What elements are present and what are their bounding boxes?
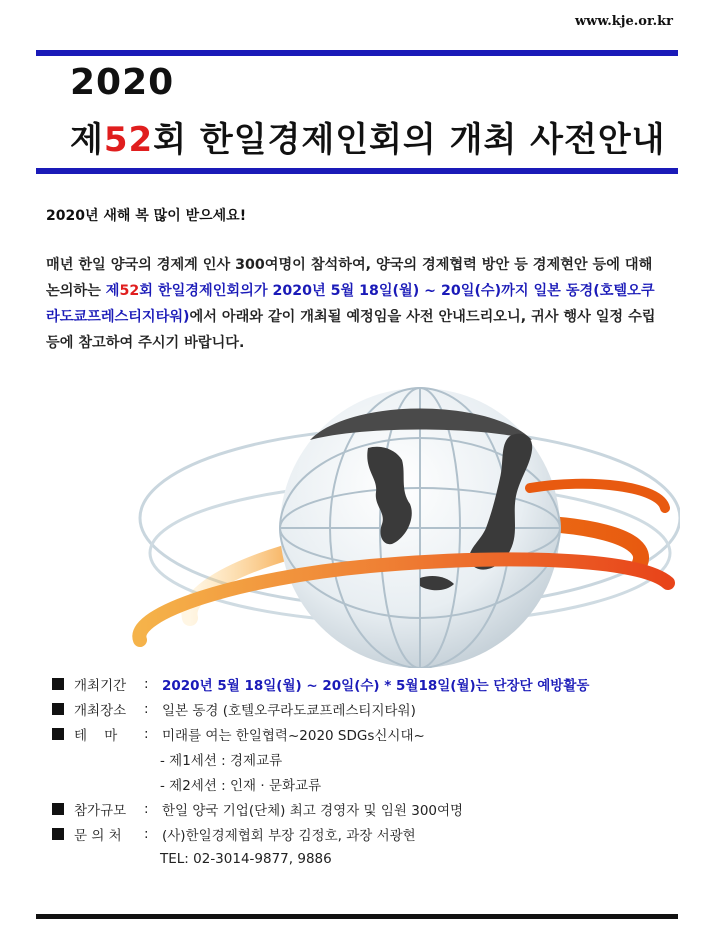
intro-highlight-number: 52 <box>119 283 140 299</box>
detail-colon: : <box>144 726 149 742</box>
intro-part2: 에서 아래와 같이 개최될 예정임을 사전 안내드리오니, 귀사 행사 일정 수립 등에 참고하여 주시기 바랍니다. <box>46 309 656 351</box>
bullet-square-icon <box>52 828 64 840</box>
bullet-square-icon <box>52 703 64 715</box>
title-number: 52 <box>103 120 154 160</box>
detail-label: 참가규모 <box>74 803 127 819</box>
detail-colon: : <box>144 701 149 717</box>
detail-label: 테 마 <box>74 728 118 744</box>
detail-colon: : <box>144 676 149 692</box>
bullet-square-icon <box>52 728 64 740</box>
detail-contact <box>52 822 416 846</box>
bullet-square-icon <box>52 803 64 815</box>
detail-tel <box>52 847 332 871</box>
bullet-square-icon <box>52 678 64 690</box>
detail-label: 개최장소 <box>74 703 127 719</box>
detail-value: 미래를 여는 한일협력~2020 SDGs신시대~ <box>162 728 425 744</box>
detail-value: 일본 동경 (호텔오쿠라도쿄프레스티지타워) <box>162 703 416 719</box>
detail-session2 <box>52 772 321 796</box>
title-divider <box>36 168 678 174</box>
intro-paragraph <box>46 252 666 356</box>
session-text: - 제1세션 : 경제교류 <box>160 753 283 769</box>
intro-highlight-prefix: 제 <box>105 283 120 299</box>
detail-period <box>52 672 589 696</box>
detail-value: 2020년 5월 18일(월) ~ 20일(수) * 5월18일(월)는 단장단 예방활동 <box>162 678 590 694</box>
session-text: - 제2세션 : 인재 · 문화교류 <box>160 778 322 794</box>
tel-text: TEL: 02-3014-9877, 9886 <box>160 851 332 867</box>
detail-scale <box>52 797 463 821</box>
intro-part1: 매년 한일 양국의 경제계 인사 300여명이 참석하여, 양국의 경제협력 방안 등 경제현안 등에 대해 논의하는 <box>46 257 653 299</box>
detail-theme <box>52 722 425 746</box>
top-divider <box>36 50 678 56</box>
globe-icon <box>120 378 680 668</box>
detail-colon: : <box>144 826 149 842</box>
title-year: 2020 <box>70 62 175 103</box>
detail-value: (사)한일경제협회 부장 김정호, 과장 서광현 <box>162 828 416 844</box>
greeting: 2020년 새해 복 많이 받으세요! <box>46 208 247 224</box>
intro-highlight-rest: 회 한일경제인회의가 2020년 5월 18일(월) ~ 20일(수)까지 일본 동경(호텔오쿠라도쿄프레스티지타워) <box>46 283 655 325</box>
title-suffix: 회 한일경제인회의 개최 사전안내 <box>153 120 666 160</box>
title-prefix: 제 <box>70 120 104 160</box>
detail-value: 한일 양국 기업(단체) 최고 경영자 및 임원 300여명 <box>162 803 464 819</box>
bottom-divider <box>36 914 678 919</box>
detail-label: 개최기간 <box>74 678 127 694</box>
detail-label: 문 의 처 <box>74 828 122 844</box>
globe-illustration <box>120 378 680 668</box>
detail-venue <box>52 697 416 721</box>
page-title <box>70 112 666 161</box>
detail-colon: : <box>144 801 149 817</box>
site-url[interactable]: www.kje.or.kr <box>574 14 673 29</box>
detail-session1 <box>52 747 282 771</box>
